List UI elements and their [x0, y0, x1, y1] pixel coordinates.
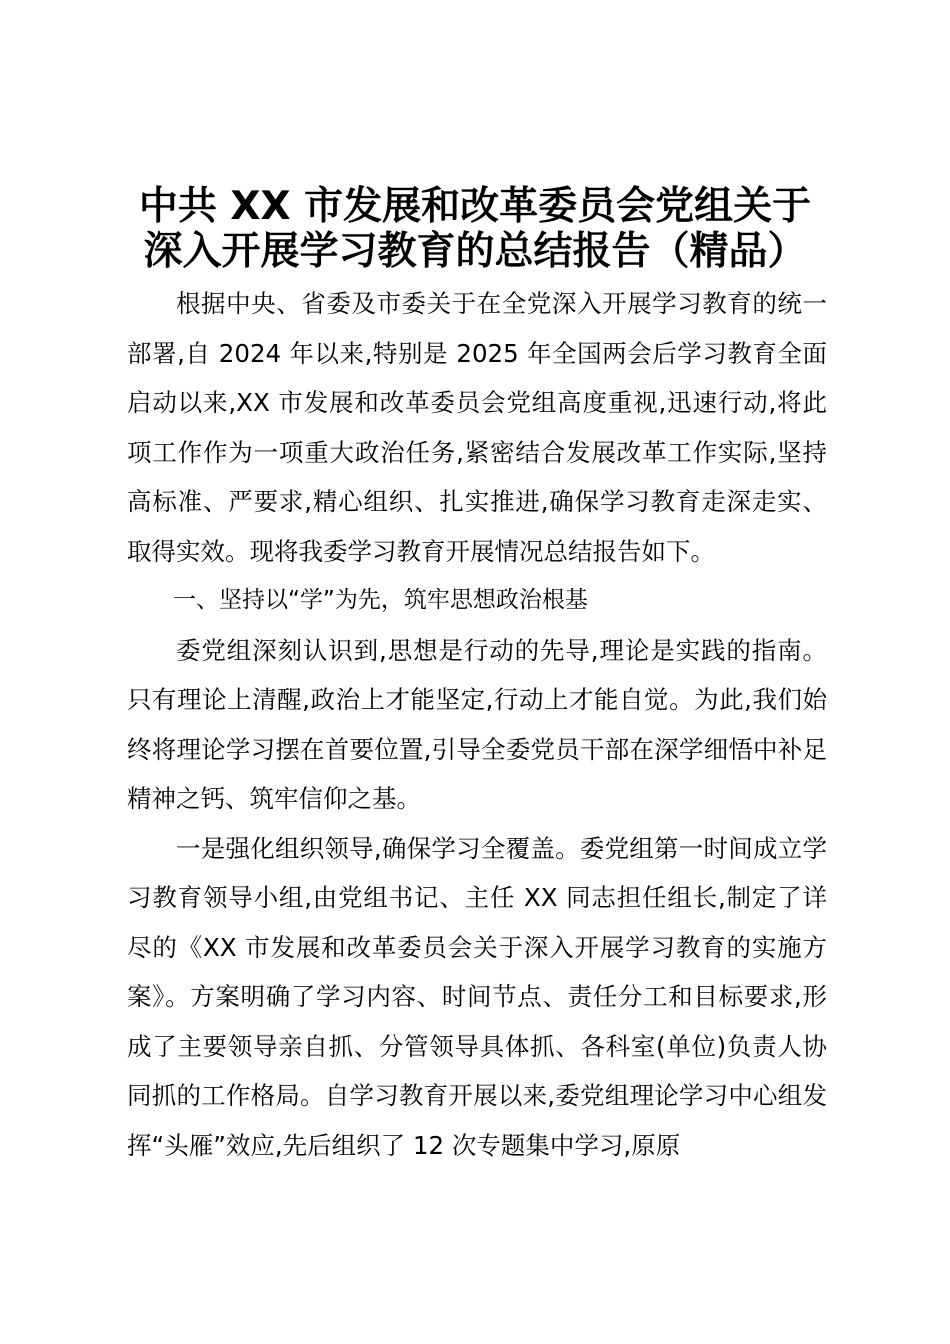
paragraph-section1-point1: 一是强化组织领导,确保学习全覆盖。委党组第一时间成立学习教育领导小组,由党组书记、主任 XX 同志担任组长,制定了详尽的《XX 市发展和改革委员会关于深入开展学习教育的实施方案》。方案明确了学习内容、时间节点、责任分工和目标要求,形成了主要领导亲自抓、分管领导具体抓、各科室(单位)负责人协同抓的工作格局。自学习教育开展以来,委党组理论学习中心组发挥“头雁”效应,先后组织了 12 次专题集中学习,原原 — [127, 833, 827, 1160]
section-heading-1: 一、坚持以“学”为先，筑牢思想政治根基 — [173, 587, 588, 613]
document-title-line-1: 中共 XX 市发展和改革委员会党组关于 — [138, 184, 812, 229]
paragraph-intro: 根据中央、省委及市委关于在全党深入开展学习教育的统一部署,自 2024 年以来,特别是 2025 年全国两会后学习教育全面启动以来,XX 市发展和改革委员会党组高度重视,迅速行动,将此项工作作为一项重大政治任务,紧密结合发展改革工作实际,坚持高标准、严要求,精心组织、扎实推进,确保学习教育走深走实、取得实效。现将我委学习教育开展情况总结报告如下。 — [127, 289, 827, 566]
paragraph-section1-overview: 委党组深刻认识到,思想是行动的先导,理论是实践的指南。只有理论上清醒,政治上才能坚定,行动上才能自觉。为此,我们始终将理论学习摆在首要位置,引导全委党员干部在深学细悟中补足精神之钙、筑牢信仰之基。 — [127, 635, 827, 813]
document-title-line-2: 深入开展学习教育的总结报告（精品） — [143, 229, 807, 274]
document-body — [127, 279, 827, 1170]
